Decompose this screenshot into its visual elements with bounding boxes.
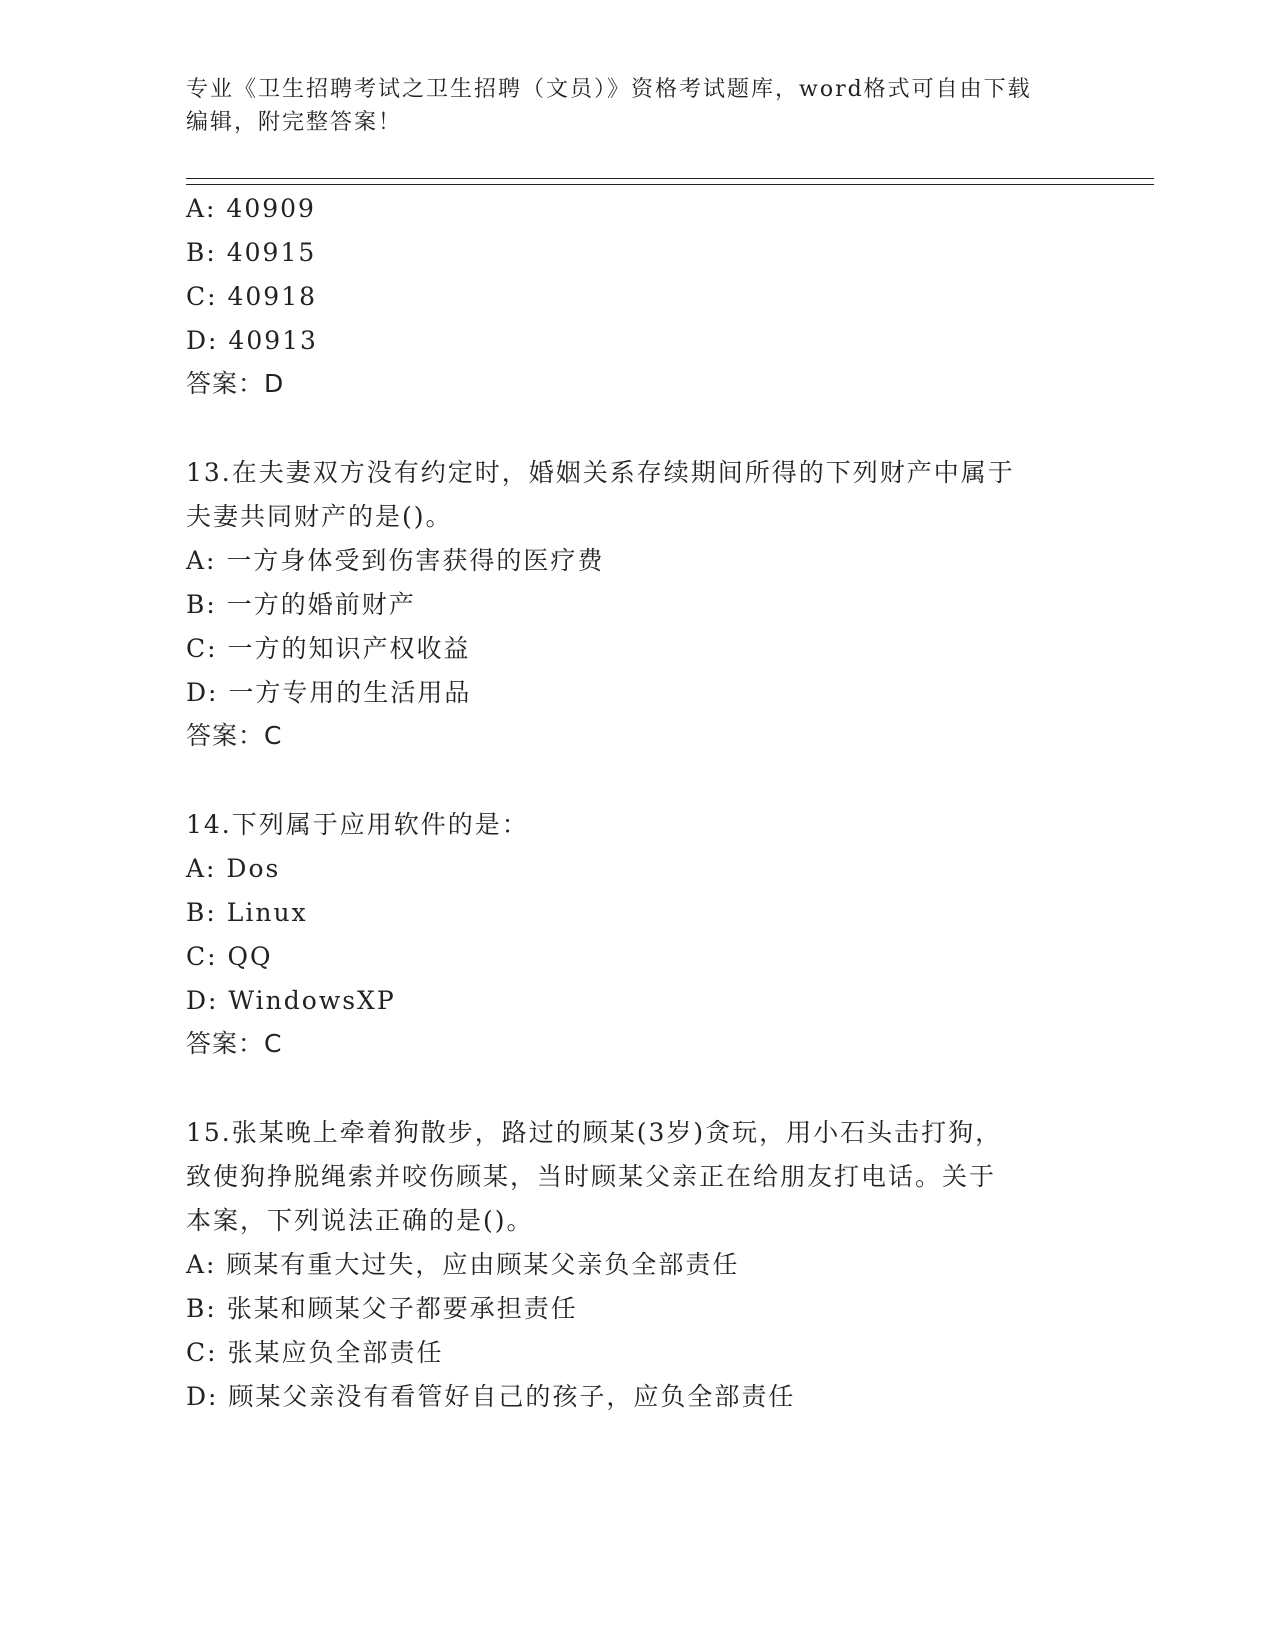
q13-option-a: A: 一方身体受到伤害获得的医疗费 xyxy=(186,546,605,575)
q13-answer: 答案：C xyxy=(186,721,283,750)
q14-option-b: B: Linux xyxy=(186,898,308,927)
prev-option-d: D: 40913 xyxy=(186,326,318,355)
q14-answer: 答案：C xyxy=(186,1029,283,1058)
document-header xyxy=(186,73,1086,139)
q14-option-c: C: QQ xyxy=(186,942,273,971)
prev-option-a: A: 40909 xyxy=(186,194,316,223)
q15-option-d: D: 顾某父亲没有看管好自己的孩子，应负全部责任 xyxy=(186,1382,796,1411)
q15-option-c: C: 张某应负全部责任 xyxy=(186,1338,444,1367)
q14-option-a: A: Dos xyxy=(186,854,281,883)
q14-option-d: D: WindowsXP xyxy=(186,986,396,1015)
q15-option-b: B: 张某和顾某父子都要承担责任 xyxy=(186,1294,578,1323)
prev-option-b: B: 40915 xyxy=(186,238,317,267)
q14-stem-line-1: 14.下列属于应用软件的是： xyxy=(186,810,529,839)
prev-answer: 答案：D xyxy=(186,369,285,398)
prev-option-c: C: 40918 xyxy=(186,282,318,311)
header-line-2: 编辑，附完整答案！ xyxy=(186,110,403,135)
q13-stem-line-1: 13.在夫妻双方没有约定时，婚姻关系存续期间所得的下列财产中属于 xyxy=(186,458,1015,487)
q13-option-d: D: 一方专用的生活用品 xyxy=(186,678,472,707)
q13-option-c: C: 一方的知识产权收益 xyxy=(186,634,471,663)
q13-option-b: B: 一方的婚前财产 xyxy=(186,590,416,619)
header-line-1: 专业《卫生招聘考试之卫生招聘（文员）》资格考试题库，word格式可自由下载 xyxy=(186,77,1032,102)
q15-option-a: A: 顾某有重大过失，应由顾某父亲负全部责任 xyxy=(186,1250,740,1279)
header-divider xyxy=(186,178,1154,185)
q15-stem-line-2: 致使狗挣脱绳索并咬伤顾某，当时顾某父亲正在给朋友打电话。关于 xyxy=(186,1162,997,1191)
q15-stem-line-3: 本案，下列说法正确的是()。 xyxy=(186,1206,534,1235)
q13-stem-line-2: 夫妻共同财产的是()。 xyxy=(186,502,453,531)
q15-stem-line-1: 15.张某晚上牵着狗散步，路过的顾某(3岁)贪玩，用小石头击打狗， xyxy=(186,1118,1003,1147)
